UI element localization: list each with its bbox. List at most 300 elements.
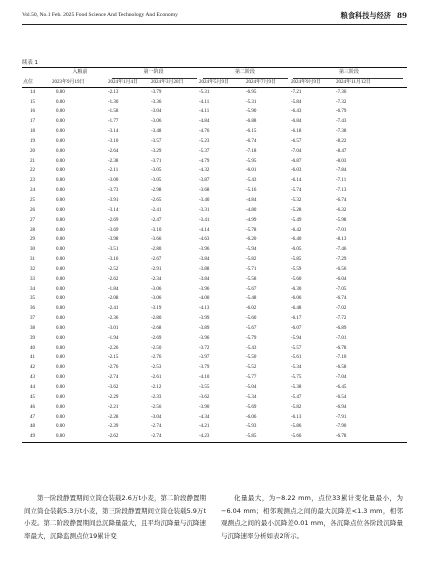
settlement-cell: -2.61 xyxy=(151,375,162,381)
settlement-cell: -5.31 xyxy=(199,89,210,95)
settlement-cell: -2.74 xyxy=(151,434,162,440)
group-rule-stage3 xyxy=(293,78,403,79)
settlement-cell: -5.31 xyxy=(246,99,257,105)
settlement-cell: -3.62 xyxy=(108,385,119,390)
settlement-cell: 0.00 xyxy=(56,394,65,400)
settlement-cell: -3.48 xyxy=(151,129,162,135)
settlement-cell: 0.00 xyxy=(56,385,65,390)
col-header-date: 2024年5月9日 xyxy=(199,79,230,85)
settlement-cell: -4.21 xyxy=(199,424,210,430)
point-id-cell: 42 xyxy=(30,365,35,371)
settlement-cell: -7.02 xyxy=(336,306,347,312)
table-row xyxy=(22,344,407,354)
col-header-date: 2024年11月12日 xyxy=(336,79,371,85)
settlement-cell: 0.00 xyxy=(56,286,65,292)
settlement-cell: 0.00 xyxy=(56,237,65,243)
settlement-cell: 0.00 xyxy=(56,129,65,135)
settlement-cell: -3.99 xyxy=(199,316,210,322)
settlement-cell: -2.13 xyxy=(108,89,119,95)
settlement-cell: -6.20 xyxy=(246,237,257,243)
settlement-cell: -7.46 xyxy=(336,247,347,253)
settlement-cell: -6.14 xyxy=(291,178,302,184)
point-id-cell: 29 xyxy=(30,237,35,243)
settlement-cell: -4.80 xyxy=(246,207,257,213)
settlement-cell: -3.90 xyxy=(199,404,210,410)
point-id-cell: 16 xyxy=(30,109,35,115)
settlement-cell: 0.00 xyxy=(56,276,65,282)
table-body xyxy=(22,88,407,442)
settlement-cell: -3.66 xyxy=(151,237,162,243)
settlement-cell: -5.95 xyxy=(246,158,257,164)
settlement-cell: -3.84 xyxy=(199,276,210,282)
point-id-cell: 21 xyxy=(30,158,35,164)
settlement-cell: -7.04 xyxy=(291,148,302,154)
settlement-cell: -4.00 xyxy=(199,296,210,302)
settlement-cell: -3.04 xyxy=(151,109,162,115)
table-bottom-rule xyxy=(22,442,407,443)
settlement-cell: -2.98 xyxy=(151,188,162,194)
settlement-cell: -7.84 xyxy=(336,168,347,174)
table-row xyxy=(22,294,407,304)
settlement-cell: -7.38 xyxy=(336,129,347,135)
settlement-cell: 0.00 xyxy=(56,119,65,125)
settlement-cell: -6.57 xyxy=(291,138,302,144)
settlement-cell: -6.74 xyxy=(246,138,257,144)
settlement-cell: -7.43 xyxy=(336,119,347,125)
settlement-cell: -2.15 xyxy=(108,355,119,361)
settlement-cell: -7.36 xyxy=(336,89,347,95)
settlement-cell: 0.00 xyxy=(56,197,65,203)
paragraph: 第一阶段静置期间立筒仓装载2.6万t小麦，第二阶段静置期间立筒仓装载5.3万t小麦，第三阶段静置期间立筒仓装载5.9万t小麦。第二阶段静置期间总沉降量最大，且平均沉降量与沉降速率最大，沉降监测点位19累计变 xyxy=(24,494,206,540)
group-header-blank xyxy=(22,68,52,78)
settlement-cell: -3.73 xyxy=(108,188,119,194)
settlement-cell: -2.26 xyxy=(108,345,119,351)
settlement-cell: -2.65 xyxy=(151,197,162,203)
settlement-cell: -3.14 xyxy=(108,129,119,135)
point-id-cell: 48 xyxy=(30,424,35,430)
settlement-cell: -7.90 xyxy=(336,424,347,430)
settlement-cell: 0.00 xyxy=(56,424,65,430)
settlement-cell: -6.56 xyxy=(336,266,347,272)
settlement-cell: -7.05 xyxy=(336,286,347,292)
settlement-cell: -3.62 xyxy=(199,394,210,400)
settlement-cell: 0.00 xyxy=(56,365,65,371)
settlement-cell: -2.34 xyxy=(151,276,162,282)
settlement-cell: -4.79 xyxy=(199,158,210,164)
settlement-cell: -3.04 xyxy=(151,414,162,420)
table-row xyxy=(22,137,407,147)
settlement-cell: -6.78 xyxy=(336,434,347,440)
settlement-cell: -7.18 xyxy=(246,148,257,154)
journal-citation: Vol.50, No.1 Feb. 2025 Food Science And Technology And Economy xyxy=(22,12,178,18)
settlement-cell: -3.96 xyxy=(199,286,210,292)
settlement-cell: -5.86 xyxy=(291,424,302,430)
settlement-cell: -5.34 xyxy=(291,365,302,371)
point-id-cell: 47 xyxy=(30,414,35,420)
settlement-cell: 0.00 xyxy=(56,217,65,223)
settlement-cell: -3.05 xyxy=(151,168,162,174)
settlement-cell: 0.00 xyxy=(56,138,65,144)
settlement-cell: -3.55 xyxy=(199,385,210,390)
settlement-cell: -3.68 xyxy=(199,188,210,194)
settlement-cell: -6.01 xyxy=(246,168,257,174)
settlement-cell: -2.28 xyxy=(108,414,119,420)
point-id-cell: 36 xyxy=(30,306,35,312)
settlement-cell: -8.13 xyxy=(336,237,347,243)
body-text-right xyxy=(221,492,403,542)
point-id-cell: 20 xyxy=(30,148,35,154)
settlement-cell: -8.03 xyxy=(336,158,347,164)
settlement-cell: -6.30 xyxy=(291,286,302,292)
settlement-cell: -6.89 xyxy=(336,325,347,331)
settlement-cell: -4.76 xyxy=(199,129,210,135)
settlement-cell: 0.00 xyxy=(56,99,65,105)
settlement-cell: -8.47 xyxy=(336,148,347,154)
table-row xyxy=(22,304,407,314)
settlement-cell: -5.58 xyxy=(246,276,257,282)
point-id-cell: 39 xyxy=(30,335,35,341)
settlement-cell: -4.11 xyxy=(199,109,210,115)
settlement-cell: -5.60 xyxy=(291,276,302,282)
settlement-cell: -7.11 xyxy=(336,178,347,184)
settlement-cell: -6.07 xyxy=(291,325,302,331)
table-row xyxy=(22,393,407,403)
point-id-cell: 35 xyxy=(30,296,35,302)
settlement-cell: -5.90 xyxy=(246,109,257,115)
settlement-cell: 0.00 xyxy=(56,355,65,361)
settlement-cell: 0.00 xyxy=(56,345,65,351)
settlement-cell: -2.80 xyxy=(151,316,162,322)
settlement-cell: 0.00 xyxy=(56,148,65,154)
settlement-cell: -3.40 xyxy=(199,197,210,203)
settlement-cell: -5.43 xyxy=(246,178,257,184)
table-row xyxy=(22,216,407,226)
point-id-cell: 19 xyxy=(30,138,35,144)
point-id-cell: 38 xyxy=(30,325,35,331)
settlement-cell: -3.06 xyxy=(151,296,162,302)
settlement-cell: 0.00 xyxy=(56,316,65,322)
settlement-cell: -2.41 xyxy=(151,207,162,213)
settlement-cell: -5.77 xyxy=(246,375,257,381)
settlement-cell: -5.67 xyxy=(246,286,257,292)
table-row xyxy=(22,196,407,206)
settlement-cell: -2.38 xyxy=(108,158,119,164)
settlement-cell: -4.14 xyxy=(199,227,210,233)
settlement-cell: -4.99 xyxy=(246,217,257,223)
table-row xyxy=(22,88,407,98)
settlement-cell: 0.00 xyxy=(56,296,65,302)
point-id-cell: 44 xyxy=(30,385,35,390)
settlement-cell: 0.00 xyxy=(56,434,65,440)
settlement-cell: -5.32 xyxy=(291,197,302,203)
settlement-cell: -3.10 xyxy=(151,227,162,233)
settlement-cell: -3.16 xyxy=(108,257,119,263)
running-head-right xyxy=(341,11,407,21)
point-id-cell: 49 xyxy=(30,434,35,440)
settlement-cell: -3.57 xyxy=(151,138,162,144)
settlement-cell: -2.41 xyxy=(108,306,119,312)
col-header-date: 2024年3月20日 xyxy=(151,79,184,85)
settlement-cell: -6.13 xyxy=(291,414,302,420)
settlement-cell: -2.91 xyxy=(151,266,162,272)
table-row xyxy=(22,226,407,236)
table-group-header xyxy=(22,68,407,78)
settlement-cell: -3.79 xyxy=(199,365,210,371)
settlement-cell: 0.00 xyxy=(56,335,65,341)
settlement-cell: 0.00 xyxy=(56,414,65,420)
settlement-cell: -1.84 xyxy=(108,286,119,292)
settlement-cell: -5.74 xyxy=(291,188,302,194)
point-id-cell: 18 xyxy=(30,129,35,135)
table-column-header xyxy=(22,78,407,88)
table-row xyxy=(22,166,407,176)
settlement-cell: 0.00 xyxy=(56,89,65,95)
point-id-cell: 25 xyxy=(30,197,35,203)
settlement-cell: -5.75 xyxy=(291,375,302,381)
settlement-cell: -4.34 xyxy=(199,414,210,420)
col-header-point: 点位 xyxy=(23,79,34,85)
settlement-cell: -2.64 xyxy=(108,148,119,154)
settlement-cell: -1.94 xyxy=(108,335,119,341)
settlement-cell: -3.51 xyxy=(108,247,119,253)
point-id-cell: 34 xyxy=(30,286,35,292)
settlement-cell: -7.21 xyxy=(291,89,302,95)
settlement-cell: -4.10 xyxy=(199,375,210,381)
table-row xyxy=(22,245,407,255)
point-id-cell: 15 xyxy=(30,99,35,105)
settlement-cell: -5.50 xyxy=(246,355,257,361)
settlement-cell: -6.58 xyxy=(336,365,347,371)
table-row xyxy=(22,324,407,334)
settlement-cell: -8.22 xyxy=(336,138,347,144)
point-id-cell: 40 xyxy=(30,345,35,351)
point-id-cell: 43 xyxy=(30,375,35,381)
point-id-cell: 41 xyxy=(30,355,35,361)
settlement-cell: -5.57 xyxy=(291,345,302,351)
settlement-cell: 0.00 xyxy=(56,266,65,272)
settlement-cell: -4.11 xyxy=(199,99,210,105)
settlement-cell: -6.84 xyxy=(291,119,302,125)
settlement-cell: -3.06 xyxy=(151,286,162,292)
settlement-cell: -2.62 xyxy=(108,276,119,282)
journal-name-cn: 粮食科技与经济 xyxy=(340,11,391,20)
settlement-table xyxy=(22,67,407,443)
point-id-cell: 30 xyxy=(30,247,35,253)
settlement-cell: -6.87 xyxy=(291,158,302,164)
settlement-cell: -4.84 xyxy=(199,119,210,125)
settlement-cell: -5.52 xyxy=(246,365,257,371)
table-row xyxy=(22,186,407,196)
table-row xyxy=(22,363,407,373)
settlement-cell: -3.36 xyxy=(151,99,162,105)
table-row xyxy=(22,383,407,393)
group-header-pre: 入粮前 xyxy=(72,70,88,75)
settlement-cell: -3.98 xyxy=(108,237,119,243)
point-id-cell: 32 xyxy=(30,266,35,272)
settlement-cell: 0.00 xyxy=(56,207,65,213)
settlement-cell: -5.69 xyxy=(246,404,257,410)
settlement-cell: -3.10 xyxy=(108,138,119,144)
settlement-cell: -5.04 xyxy=(246,385,257,390)
settlement-cell: -7.32 xyxy=(336,99,347,105)
settlement-cell: -2.29 xyxy=(108,394,119,400)
settlement-cell: 0.00 xyxy=(56,257,65,263)
settlement-cell: -2.74 xyxy=(151,424,162,430)
settlement-cell: -5.82 xyxy=(291,404,302,410)
col-header-date: 2024年7月9日 xyxy=(246,79,277,85)
table-row xyxy=(22,255,407,265)
settlement-cell: 0.00 xyxy=(56,168,65,174)
settlement-cell: -3.79 xyxy=(151,89,162,95)
point-id-cell: 27 xyxy=(30,217,35,223)
settlement-cell: -3.97 xyxy=(199,355,210,361)
col-header-date: 2024年9月9日 xyxy=(291,79,322,85)
settlement-cell: -5.85 xyxy=(291,257,302,263)
settlement-cell: -2.21 xyxy=(108,404,119,410)
settlement-cell: -5.49 xyxy=(291,217,302,223)
settlement-cell: -5.84 xyxy=(291,99,302,105)
settlement-cell: -6.74 xyxy=(336,197,347,203)
settlement-cell: -5.59 xyxy=(291,266,302,272)
settlement-cell: -7.29 xyxy=(336,257,347,263)
settlement-cell: -2.36 xyxy=(108,316,119,322)
point-id-cell: 23 xyxy=(30,178,35,184)
settlement-cell: -5.48 xyxy=(246,296,257,302)
running-head xyxy=(22,11,407,25)
point-id-cell: 26 xyxy=(30,207,35,213)
settlement-cell: -5.93 xyxy=(246,424,257,430)
settlement-cell: -2.62 xyxy=(108,434,119,440)
table-row xyxy=(22,432,407,442)
point-id-cell: 45 xyxy=(30,394,35,400)
settlement-cell: -3.96 xyxy=(199,335,210,341)
table-row xyxy=(22,334,407,344)
settlement-cell: -5.79 xyxy=(246,335,257,341)
settlement-cell: -2.08 xyxy=(108,296,119,302)
settlement-cell: -6.32 xyxy=(336,207,347,213)
settlement-cell: -3.31 xyxy=(199,207,210,213)
settlement-cell: -2.39 xyxy=(108,424,119,430)
settlement-cell: -7.01 xyxy=(336,335,347,341)
group-rule-stage2 xyxy=(203,78,288,79)
settlement-cell: -3.29 xyxy=(151,148,162,154)
settlement-cell: -6.03 xyxy=(291,168,302,174)
page-number: 89 xyxy=(396,11,407,20)
settlement-cell: 0.00 xyxy=(56,404,65,410)
settlement-cell: -6.45 xyxy=(336,385,347,390)
point-id-cell: 46 xyxy=(30,404,35,410)
table-row xyxy=(22,413,407,423)
settlement-cell: -5.23 xyxy=(199,138,210,144)
paragraph: 化量最大，为−8.22 mm，点位33累计变化量最小，为−6.04 mm；相邻观测点之间的最大沉降差<1.3 mm，相邻观测点之间的最小沉降差0.01 mm，各沉降点位各阶段沉降量与沉降速率分析如表2所示。 xyxy=(221,494,403,540)
table-row xyxy=(22,275,407,285)
settlement-cell: -3.87 xyxy=(199,178,210,184)
group-header-stage2: 第二阶段 xyxy=(234,70,255,75)
settlement-cell: -6.40 xyxy=(291,237,302,243)
settlement-cell: -6.43 xyxy=(291,109,302,115)
settlement-cell: -5.34 xyxy=(246,394,257,400)
settlement-cell: -5.94 xyxy=(246,247,257,253)
settlement-cell: -5.43 xyxy=(246,345,257,351)
col-header-date: 2023年9月19日 xyxy=(52,79,85,85)
settlement-cell: -6.02 xyxy=(246,306,257,312)
group-header-stage1: 第一阶段 xyxy=(143,70,164,75)
settlement-cell: -3.41 xyxy=(199,217,210,223)
settlement-cell: -3.84 xyxy=(199,257,210,263)
settlement-cell: 0.00 xyxy=(56,375,65,381)
col-header-date: 2024年1月4日 xyxy=(108,79,139,85)
point-id-cell: 33 xyxy=(30,276,35,282)
settlement-cell: -3.01 xyxy=(108,325,119,331)
point-id-cell: 28 xyxy=(30,227,35,233)
settlement-cell: -2.69 xyxy=(108,217,119,223)
settlement-cell: -4.84 xyxy=(246,197,257,203)
settlement-cell: -2.56 xyxy=(151,404,162,410)
settlement-cell: -5.78 xyxy=(246,227,257,233)
settlement-cell: 0.00 xyxy=(56,158,65,164)
table-row xyxy=(22,127,407,137)
table-row xyxy=(22,206,407,216)
settlement-cell: -3.71 xyxy=(151,158,162,164)
table-row xyxy=(22,176,407,186)
settlement-cell: -3.89 xyxy=(199,325,210,331)
settlement-cell: -6.94 xyxy=(336,404,347,410)
settlement-cell: -7.04 xyxy=(336,375,347,381)
settlement-cell: -2.80 xyxy=(151,247,162,253)
point-id-cell: 22 xyxy=(30,168,35,174)
header-rule xyxy=(22,24,407,25)
settlement-cell: -6.42 xyxy=(291,227,302,233)
settlement-cell: -5.60 xyxy=(246,316,257,322)
settlement-cell: -6.48 xyxy=(291,306,302,312)
table-title: 续表 1 xyxy=(22,60,38,66)
settlement-cell: -2.67 xyxy=(151,257,162,263)
settlement-cell: 0.00 xyxy=(56,227,65,233)
settlement-cell: 0.00 xyxy=(56,188,65,194)
settlement-cell: -2.76 xyxy=(151,355,162,361)
settlement-cell: -6.17 xyxy=(291,316,302,322)
table-row xyxy=(22,235,407,245)
settlement-cell: -6.79 xyxy=(336,109,347,115)
settlement-cell: -3.06 xyxy=(151,119,162,125)
table-row xyxy=(22,157,407,167)
body-text-left xyxy=(24,492,206,542)
settlement-cell: -3.19 xyxy=(151,306,162,312)
settlement-cell: -7.72 xyxy=(336,316,347,322)
table-row xyxy=(22,422,407,432)
settlement-cell: -2.74 xyxy=(108,375,119,381)
settlement-cell: -5.82 xyxy=(246,257,257,263)
settlement-cell: -2.12 xyxy=(151,385,162,390)
settlement-cell: -3.00 xyxy=(108,178,119,184)
settlement-cell: -5.61 xyxy=(291,355,302,361)
settlement-cell: -3.96 xyxy=(199,247,210,253)
settlement-cell: -1.30 xyxy=(108,99,119,105)
settlement-cell: -2.53 xyxy=(151,365,162,371)
point-id-cell: 24 xyxy=(30,188,35,194)
table-row xyxy=(22,314,407,324)
settlement-cell: -6.15 xyxy=(246,129,257,135)
settlement-cell: -6.78 xyxy=(336,345,347,351)
settlement-cell: -5.85 xyxy=(246,434,257,440)
settlement-cell: -6.95 xyxy=(246,89,257,95)
settlement-cell: -2.50 xyxy=(151,345,162,351)
settlement-cell: -4.63 xyxy=(199,237,210,243)
settlement-cell: -1.58 xyxy=(108,109,119,115)
settlement-cell: -4.23 xyxy=(199,434,210,440)
settlement-cell: -7.01 xyxy=(336,227,347,233)
point-id-cell: 14 xyxy=(30,89,35,95)
